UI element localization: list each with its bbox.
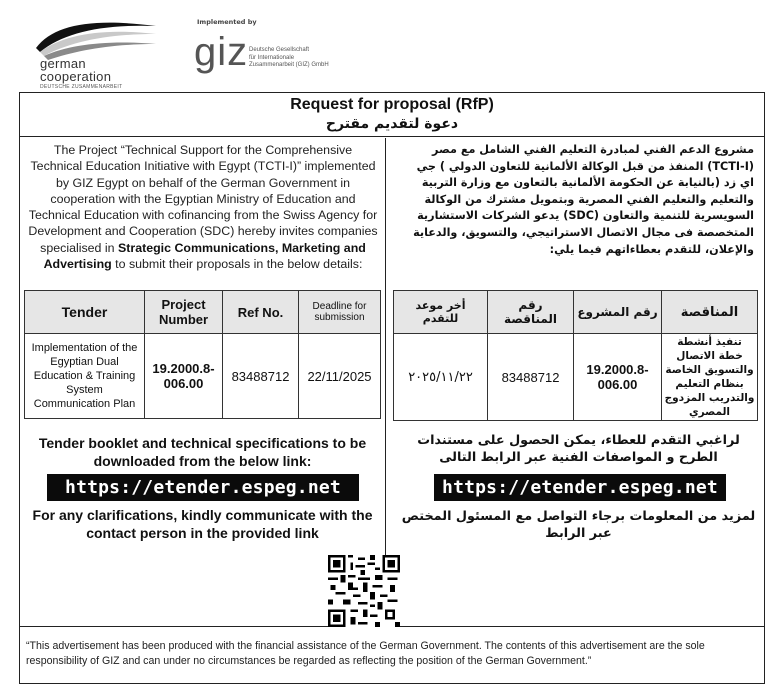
tender-link-english[interactable]: https://etender.espeg.net [47,474,359,501]
disclaimer-text: “This advertisement has been produced with the financial assistance of the German Government. The contents of this advertisement are the sole responsibility of GIZ and can under no circumstances be regarded as reflecting the position of the German Government.” [26,640,705,667]
column-header: رقم المناقصة [488,291,574,334]
implemented-by-label: Implemented by [197,18,257,26]
tender-name: تنفيذ أنشطة خطة الاتصال والتسويق الخاصة بنظام التعليم والتدريب المزدوج المصري [662,334,758,421]
disclaimer-box [20,626,764,684]
contact-instruction-english: For any clarifications, kindly communicate with the contact person in the provided link [32,507,373,541]
english-column [20,138,385,623]
column-header: Ref No. [223,291,299,334]
table-row [394,334,758,421]
intro-highlight: Strategic Communications, Marketing and Advertising [43,240,366,272]
column-header: رقم المشروع [574,291,662,334]
logo-word-german: german [40,56,86,71]
page-title-arabic: دعوة لتقديم مقترح [325,116,459,132]
title-bar [20,93,764,137]
project-number: 19.2000.8-006.00 [574,334,662,421]
intro-paragraph-english [28,142,378,272]
ref-number: 83488712 [223,334,299,419]
column-header: Deadline for submission [299,291,381,334]
intro-paragraph-arabic: مشروع الدعم الفني لمبادرة التعليم الفني الشامل مع مصر (TCTI-I) المنفذ من قبل الوكالة الألمانية للتعاون الدولي ) جي اي زد (بالنيابة عن الحكومة الألمانية بالتعاون مع وزارة التربية والتعليم والتعليم الفني المصرية وبتمويل مشترك من الوكالة السويسرية للتنمية والتعاون (SDC) يدعو الشركات الاستشارية المتخصصة فى مجال الاتصال الاستراتيجي، والتسويق، والدعاية والإعلان، للتقدم بعطاءاتهم فيما يلي: [413,143,754,256]
table-row [25,334,381,419]
giz-desc-line: Zusammenarbeit (GIZ) GmbH [249,62,329,68]
flag-swoosh-icon [34,18,159,60]
download-instruction-arabic: لراغبي التقدم للعطاء، يمكن الحصول على مستندات الطرح و المواصفات الفنية عبر الرابط التالى [417,433,740,465]
tender-table-english [24,290,381,419]
download-instruction-english: Tender booklet and technical specifications to be downloaded from the below link: [38,435,367,469]
contact-instruction-arabic: لمزيد من المعلومات برجاء التواصل مع المسئول المختص عبر الرابط [401,509,756,541]
tender-name: Implementation of the Egyptian Dual Education & Training System Communication Plan [25,334,145,419]
header [0,0,780,88]
qr-code-icon[interactable] [328,555,400,627]
logo-word-cooperation: cooperation [40,69,112,84]
giz-logo: giz [194,30,249,74]
deadline: 22/11/2025 [299,334,381,419]
ref-number: 83488712 [488,334,574,421]
tender-table-arabic [393,290,758,421]
page-title: Request for proposal (RfP) [290,96,494,113]
deadline: ٢٠٢٥/١١/٢٢ [394,334,488,421]
intro-text: to submit their proposals in the below details: [111,257,363,272]
tender-link-arabic[interactable]: https://etender.espeg.net [434,474,726,501]
project-number: 19.2000.8-006.00 [145,334,223,419]
column-header: أخر موعد للتقدم [394,291,488,334]
giz-desc-line: Deutsche Gesellschaft [249,47,310,53]
logo-tagline: DEUTSCHE ZUSAMMENARBEIT [40,84,123,90]
intro-text: The Project “Technical Support for the Comprehensive Technical Education Initiative with Egypt (TCTI-I)” implemented by GIZ Egypt on behalf of the German Government in cooperation with the Egyptian Ministry of Education and Technical Education with cofinancing from the Swiss Agency for Development and Cooperation (SDC) hereby invites companies specialised in [28,143,378,255]
giz-desc-line: für Internationale [249,54,295,61]
giz-logo-description [249,47,329,70]
german-cooperation-logo [34,14,164,90]
arabic-column [386,138,764,623]
column-header: Project Number [145,291,223,334]
column-header: المناقصة [662,291,758,334]
column-header: Tender [25,291,145,334]
